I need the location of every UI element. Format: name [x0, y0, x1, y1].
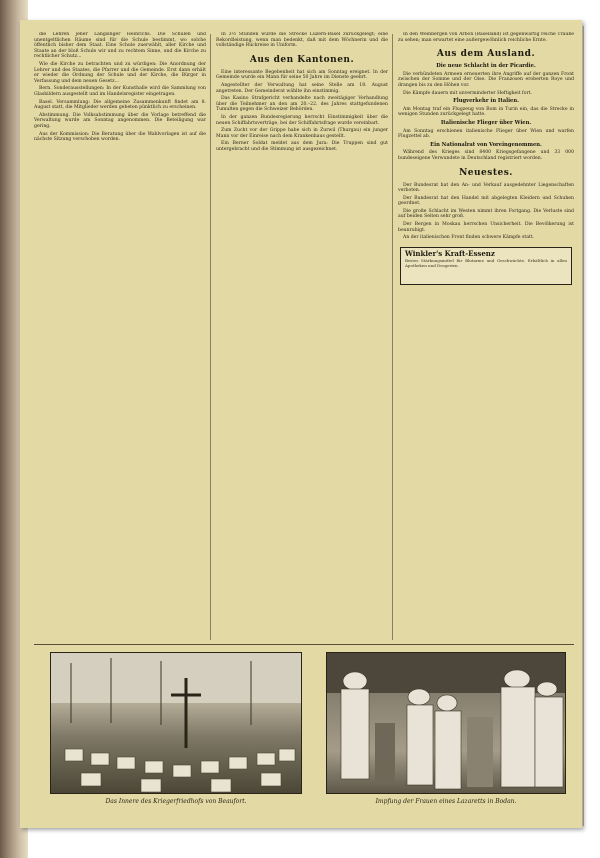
photo-hospital-nurses — [326, 652, 566, 794]
article-paragraph: Abstimmung. Die Volksabstimmung über die Vorlage betreffend die Verwaltung wurde am Sonntag angenommen. Die Beteiligung war gering. — [34, 112, 206, 129]
photo-caption-left: Das Innere des Kriegerfriedhofs von Beaufort. — [105, 798, 247, 805]
article-paragraph: Die große Schlacht im Westen nimmt ihren Fortgang. Die Verluste sind auf beiden Seiten sehr groß. — [398, 208, 574, 220]
photo-cemetery — [50, 652, 302, 794]
column-2 — [216, 32, 388, 642]
column-1 — [34, 32, 206, 642]
photo-caption-right: Impfung der Frauen eines Lazaretts in Bodan. — [375, 798, 517, 805]
section-divider — [34, 644, 574, 645]
article-paragraph: Am Montag traf ein Flugzeug von Rom in Turin ein, das die Strecke in wenigen Stunden zurückgelegt hatte. — [398, 106, 574, 118]
cemetery-illustration — [51, 653, 302, 794]
section-heading-neuestes: Neuestes. — [459, 167, 513, 178]
nurses-illustration — [327, 653, 566, 794]
article-paragraph: Am Sonntag erschienen italienische Flieger über Wien und warfen Flugzettel ab. — [398, 128, 574, 140]
article-paragraph: An der italienischen Front finden schwere Kämpfe statt. — [403, 235, 535, 241]
article-paragraph: Angestellter der Verwaltung hat seine Stelle am 18. August angetreten. Der Gemeinderat wählte ihn einstimmig. — [216, 82, 388, 94]
article-paragraph: Ein Berner Soldat meldet aus dem Jura: Die Truppen sind gut untergebracht und die Stimmung ist ausgezeichnet. — [216, 141, 388, 152]
article-paragraph: Das Kasino Strafgericht verhandelte nach zweitägiger Verhandlung über die Teilnehmer an den am 20.–22. des Jahres stattgefundenen Tumulten gegen die Schweizer Behörden. — [216, 96, 388, 113]
article-paragraph: Wie die Kirche zu betrachten und zu würdigen: Die Anordnung der Lehrer und des Staates, die Pfarrer und die Gemeinde. Erst dann erhält er wieder die Ordnung der Schule und der Kirche, die Bürger in Verfassung und dem neuen Gesetz... — [34, 61, 206, 84]
article-paragraph: Der Bergen in Moskau herrschen Unsicherheit. Die Bevölkerung ist beunruhigt. — [398, 222, 574, 233]
column-3 — [398, 32, 574, 642]
article-paragraph: Der Bundesrat hat den An- und Verkauf ausgedehnter Liegenschaften verboten. — [398, 182, 574, 194]
article-paragraph: In 3½ Stunden wurde die Strecke Luzern-Basel zurückgelegt; eine Rekordleistung, wenn man bedenkt, daß mit dem Wöchnerin und die vollständige Rückreise in Uniform. — [216, 32, 388, 49]
article-paragraph: Zum Zucht vor der Grippe habe sich in Zurwil (Thurgau) ein junger Mann vor der Einreise nach dem Krankenhaus gestellt. — [216, 128, 388, 139]
section-heading-kantonen: Aus den Kantonen. — [249, 54, 355, 65]
article-paragraph: Bern. Sonderausstellungen: In der Kunsthalle wird die Sammlung von Glasbildern ausgestellt und im Handelsregister eingetragen. — [34, 86, 206, 97]
section-heading-ausland: Aus dem Ausland. — [436, 49, 536, 60]
article-paragraph: Basel. Versammlung: Die allgemeine Zusammenkunft findet am 8. August statt, die Mitglieder werden gebeten pünktlich zu erscheinen. — [34, 99, 206, 111]
advertisement-body: Bestes Stärkungsmittel für Blutarme und Geschwächte. Erhältlich in allen Apotheken und Drogerien. — [405, 258, 567, 269]
column-rule — [392, 34, 393, 640]
article-subheading: Italienische Flieger über Wien. — [440, 119, 532, 126]
article-paragraph: In den Weinbergen von Arbon (Baselland) ist gegenwärtig reiche Traube zu sehen; man erwartet eine außergewöhnlich reichliche Ernte. — [398, 32, 574, 43]
advertisement-box — [400, 247, 572, 285]
article-subheading: Ein Nationalrat von Voreingenommen. — [430, 141, 542, 148]
article-paragraph: Die verbündeten Armeen erneuerten ihre Angriffe auf der ganzen Front zwischen der Somme und der Oise. Die Franzosen eroberten Roye und drangen bis zu den Höhen vor. — [398, 71, 574, 88]
article-subheading: Flugverkehr in Italien. — [453, 98, 519, 105]
article-paragraph: Eine interessante Begebenheit hat sich am Sonntag ereignet. In der Gemeinde wurde ein Mann für seine 50 Jahre im Dienste geehrt. — [216, 69, 388, 81]
article-paragraph: Die Kämpfe dauern mit unverminderter Heftigkeit fort. — [403, 90, 532, 96]
article-paragraph: Während des Krieges sind 8400 Kriegsgefangene und 33 000 bundeseigene Verwundete in Deutschland registriert worden. — [398, 150, 574, 161]
column-rule — [210, 34, 211, 640]
article-paragraph: Aus der Kommission: Die Beratung über die Wahlvorlagen ist auf die nächste Sitzung verschoben worden. — [34, 131, 206, 143]
newspaper-page — [20, 20, 582, 828]
article-paragraph: die Lehren jener Langsinger Heinrichs. Die Schulen und unentgeltlichen Räume sind für die Schule bestimmt, wo solche öffentlich bisher dem Staat. Eine Schule zuerwählt, aller Kirche und Staate an der bloß Schule wir und zu rechtem Sinne, und die Kirche zu rechtlicher Schutz... — [34, 32, 206, 60]
article-paragraph: Der Bundesrat hat den Handel mit abgelegten Kleidern und Schuhen geordnet. — [398, 195, 574, 207]
article-subheading: Die neue Schlacht in der Picardie. — [436, 63, 536, 70]
article-paragraph: In der ganzen Bundesregierung herrscht Einstimmigkeit über die neuen Schiffahrtsverträge, bei der Schiffahrtsfrage wurde vereinbart. — [216, 114, 388, 126]
advertisement-title: Winkler's Kraft-Essenz — [405, 248, 495, 258]
